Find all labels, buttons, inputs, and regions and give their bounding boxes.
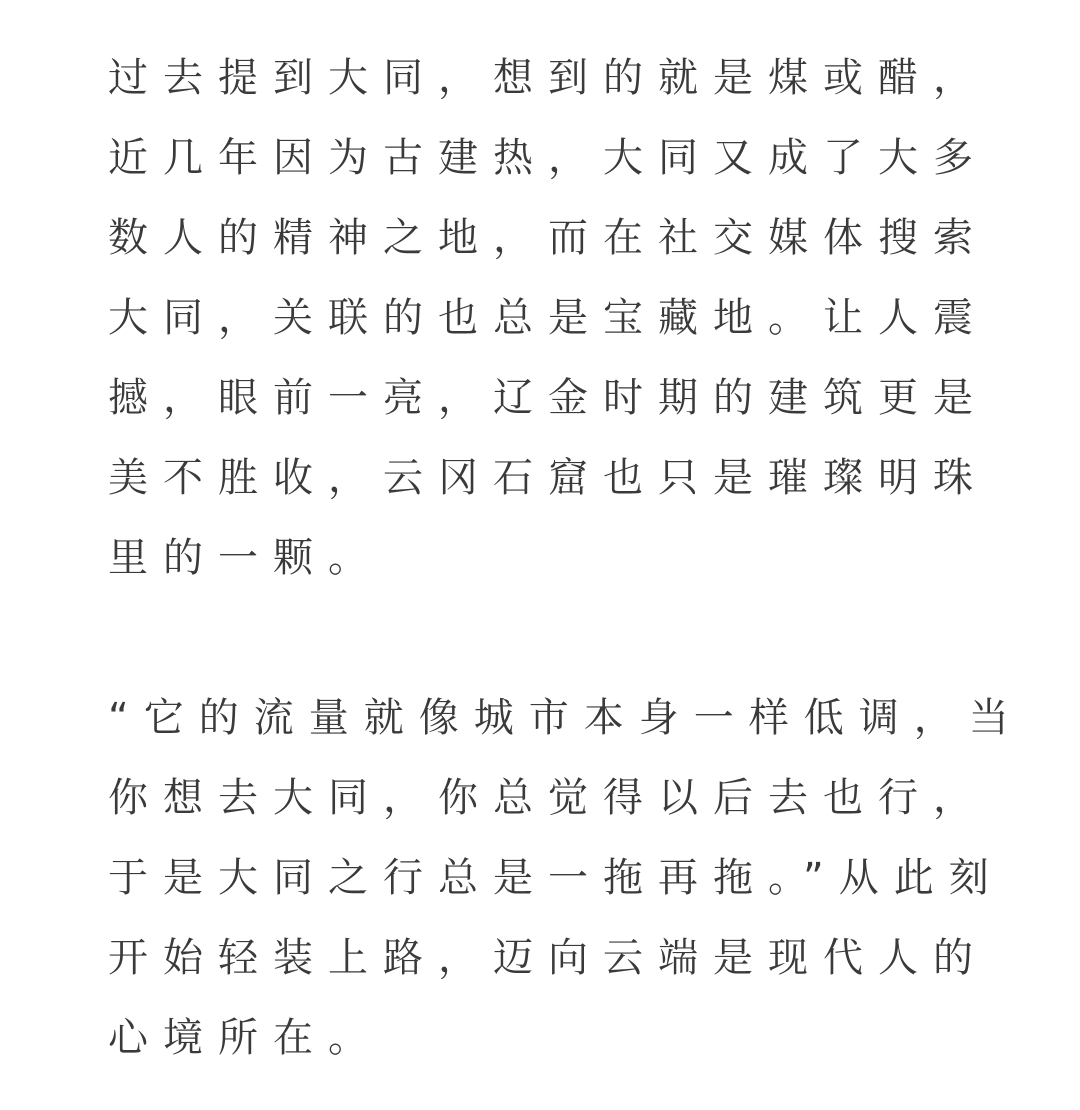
text-line: 数人的精神之地，而在社交媒体搜索 xyxy=(108,215,988,261)
article-body xyxy=(108,38,1024,1078)
text-line: 大同，关联的也总是宝藏地。让人震 xyxy=(108,295,988,341)
paragraph-2 xyxy=(108,678,1024,1078)
paragraph-1 xyxy=(108,38,988,598)
text-line: 美不胜收，云冈石窟也只是璀璨明珠 xyxy=(108,455,988,501)
text-line: 过去提到大同，想到的就是煤或醋， xyxy=(108,55,988,101)
text-line: 里的一颗。 xyxy=(108,535,383,581)
text-line: 撼，眼前一亮，辽金时期的建筑更是 xyxy=(108,375,988,421)
text-line: 于是大同之行总是一拖再拖。”从此刻 xyxy=(108,855,1004,901)
text-line: 你想去大同，你总觉得以后去也行， xyxy=(108,775,988,821)
text-line: “它的流量就像城市本身一样低调，当 xyxy=(108,695,1024,741)
text-line: 心境所在。 xyxy=(108,1015,383,1061)
text-line: 近几年因为古建热，大同又成了大多 xyxy=(108,135,988,181)
paragraph-spacer xyxy=(108,598,978,678)
text-line: 开始轻装上路，迈向云端是现代人的 xyxy=(108,935,988,981)
